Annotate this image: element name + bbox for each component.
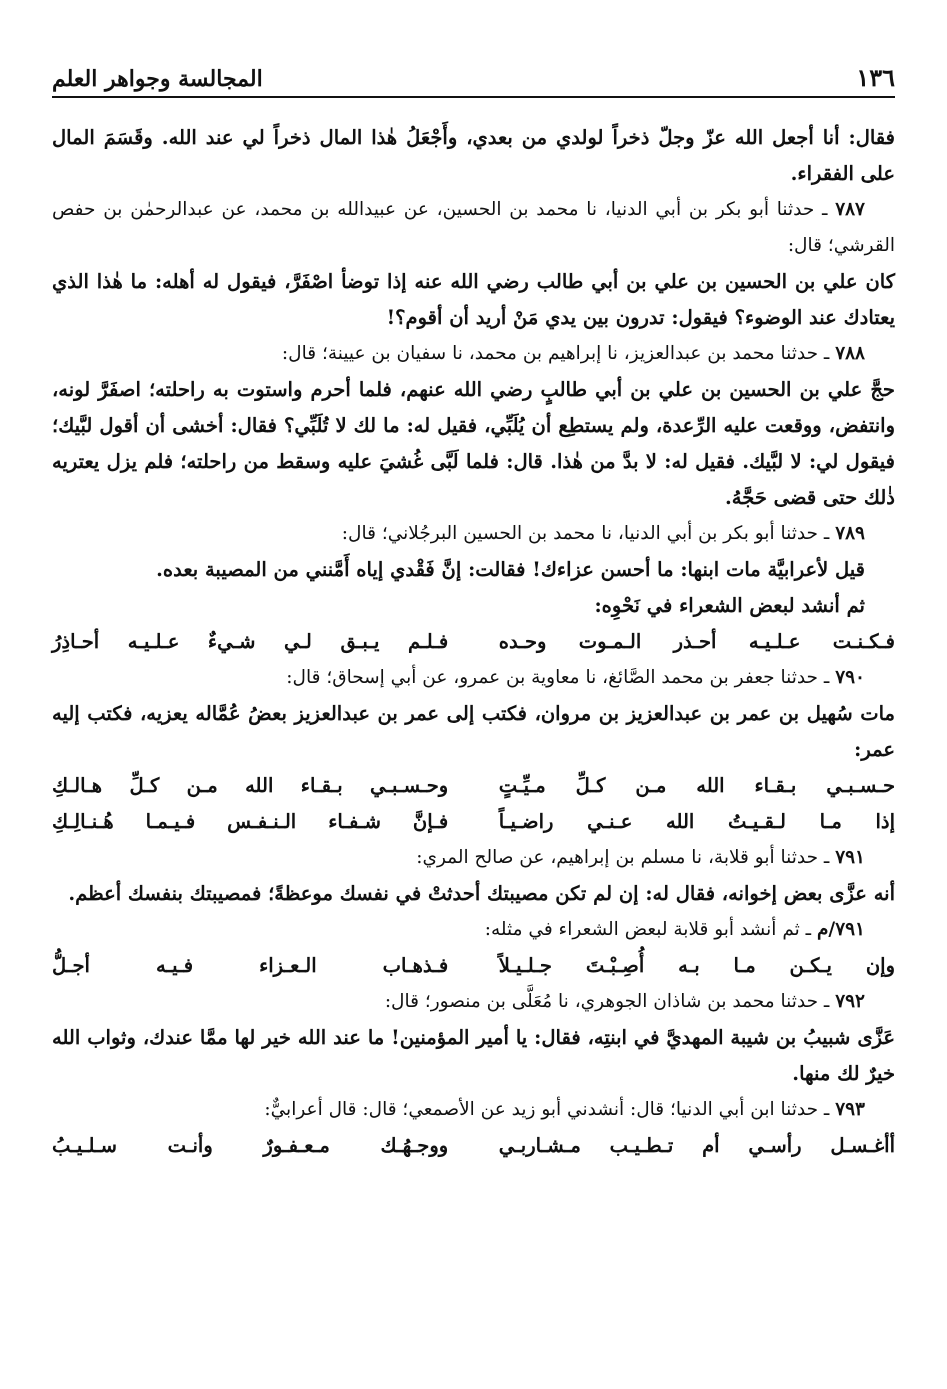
narration-text: حجَّ علي بن الحسين بن علي بن أبي طالبٍ رضي الله عنهم، فلما أحرم واستوت به راحلته؛ اصفَرَّ لونه، وانتفض، ووقعت عليه الرِّعدة، ولم يستطِع أن يُلَبِّي، فقيل له: ما لك لا تُلَبِّي؟ فقال: أخشى أن أقول لبَّيك؛ فيقول لي: لا لبَّيك. فقيل له: لا بدَّ من هٰذا. قال: فلما لَبَّى غُشيَ عليه وسقط من راحلته؛ فلم يزل يعتريه ذٰلك حتى قضى حَجَّهُ. [52,378,895,509]
narration-chain-text: ـ حدثنا جعفر بن محمد الصَّائغ، نا معاوية بن عمرو، عن أبي إسحاق؛ قال: [286,667,836,688]
page-number: ١٣٦ [856,63,895,92]
poem-verse [52,624,895,660]
narration-chain [52,984,895,1020]
narration-chain [52,912,895,948]
narration-chain-text: ـ حدثنا ابن أبي الدنيا؛ قال: أنشدني أبو زيد عن الأصمعي؛ قال: قال أعرابيٌّ: [264,1099,836,1120]
narration-chain-text: ـ حدثنا أبو بكر بن أبي الدنيا، نا محمد بن الحسين، عن عبيدالله بن محمد، عن عبدالرحمٰن بن حفص القرشي؛ قال: [52,199,895,256]
poem-verse [52,804,895,840]
narration-number: ٧٩٢ [835,991,865,1012]
narration-number: ٧٩١ [835,847,865,868]
verse-second-hemistich: فـإنَّ شـفـاء الـنـفـس فـيـمـا هُـنـالِـكِ [52,810,449,833]
narration-chain [52,192,895,264]
page-body [52,120,895,1164]
narration-chain-text: ـ حدثنا محمد بن عبدالعزيز، نا إبراهيم بن محمد، نا سفيان بن عيينة؛ قال: [281,343,836,364]
narration-chain-text: ـ حدثنا أبو قلابة، نا مسلم بن إبراهيم، عن صالح المري: [416,847,836,868]
poem-verse [52,1128,895,1164]
narration-number: ٧٨٧ [835,199,865,220]
narration-chain-text: ـ حدثنا محمد بن شاذان الجوهري، نا مُعَلَّى بن منصور؛ قال: [384,991,836,1012]
narration-chain [52,336,895,372]
narration-chain [52,660,895,696]
verse-first-hemistich: أأغـسـل رأسـي أم تـطـيـب مـشـاربـي [498,1134,895,1157]
narration-text: عَزَّى شبيبُ بن شيبة المهديَّ في ابنتِه، فقال: يا أمير المؤمنين! ما عند الله خير لها ممَّا عندك، وثواب الله خيرٌ لك منها. [52,1026,895,1085]
narration-text: مات سُهيل بن عمر بن عبدالعزيز بن مروان، فكتب إلى عمر بن عبدالعزيز بعضُ عُمَّاله يعزيه، فكتب إليه عمر: [52,702,895,761]
poem-verse [52,948,895,984]
narration-chain [52,840,895,876]
poem-verse [52,768,895,804]
verse-second-hemistich: ووجـهُـك مـعـفـورٌ وأنـت سـلـيـبُ [52,1134,449,1157]
narration-chain [52,516,895,552]
narration-number: ٧٩٣ [835,1099,865,1120]
narration-text: قيل لأعرابيَّة مات ابنها: ما أحسن عزاءك! فقالت: إنَّ فَقْدي إياه أَمَّنني من المصيبة بعده. [156,558,865,581]
verse-first-hemistich: فـكـنـت عـلـيـه أحـذر الـمـوت وحـده [498,630,895,653]
narration-number: ٧٩٠ [835,667,865,688]
verse-second-hemistich: وحـسـبـي بـقـاء الله مـن كـلِّ هـالـكِ [52,774,449,797]
verse-second-hemistich: فـذهـاب الـعـزاء فـيـه أجـلُّ [52,954,449,977]
header-rule [52,96,895,98]
verse-first-hemistich: إذا مـا لـقـيـتُ الله عـنـي راضـيـاً [498,810,895,833]
verse-first-hemistich: حـسـبـي بـقـاء الله مـن كـلِّ مـيِّـتٍ [498,774,895,797]
narration-number: ٧٩١/م [816,919,865,940]
book-title: المجالسة وجواهر العلم [52,66,263,92]
narration-text: ثم أنشد لبعض الشعراء في نَحْوِه: [594,594,865,617]
page-header [52,54,895,92]
narration-chain [52,1092,895,1128]
verse-second-hemistich: فـلـم يـبـق لـي شـيءٌ عـلـيـه أحـاذِرُ [52,630,449,653]
verse-first-hemistich: وإن يـكـن مـا بـه أُصِـبْـتَ جـلـيـلاً [498,954,895,977]
narration-text: أنه عزَّى بعض إخوانه، فقال له: إن لم تكن مصيبتك أحدثتْ في نفسك موعظةً؛ فمصيبتك بنفسك أعظم. [68,882,895,905]
narration-chain-text: ـ ثم أنشد أبو قلابة لبعض الشعراء في مثله: [484,919,817,940]
narration-number: ٧٨٨ [835,343,865,364]
narration-number: ٧٨٩ [835,523,865,544]
narration-chain-text: ـ حدثنا أبو بكر بن أبي الدنيا، نا محمد بن الحسين البرجُلاني؛ قال: [341,523,836,544]
narration-text: فقال: أنا أجعل الله عزّ وجلّ ذخراً لولدي من بعدي، وأَجْعَلُ هٰذا المال ذخراً لي عند الله. وقَسَمَ المال على الفقراء. [52,126,895,185]
narration-text: كان علي بن الحسين بن علي بن أبي طالب رضي الله عنه إذا توضأ اصْفَرَّ، فيقول له أهله: ما هٰذا الذي يعتادك عند الوضوء؟ فيقول: تدرون بين يدي مَنْ أريد أن أقوم؟! [52,270,895,329]
